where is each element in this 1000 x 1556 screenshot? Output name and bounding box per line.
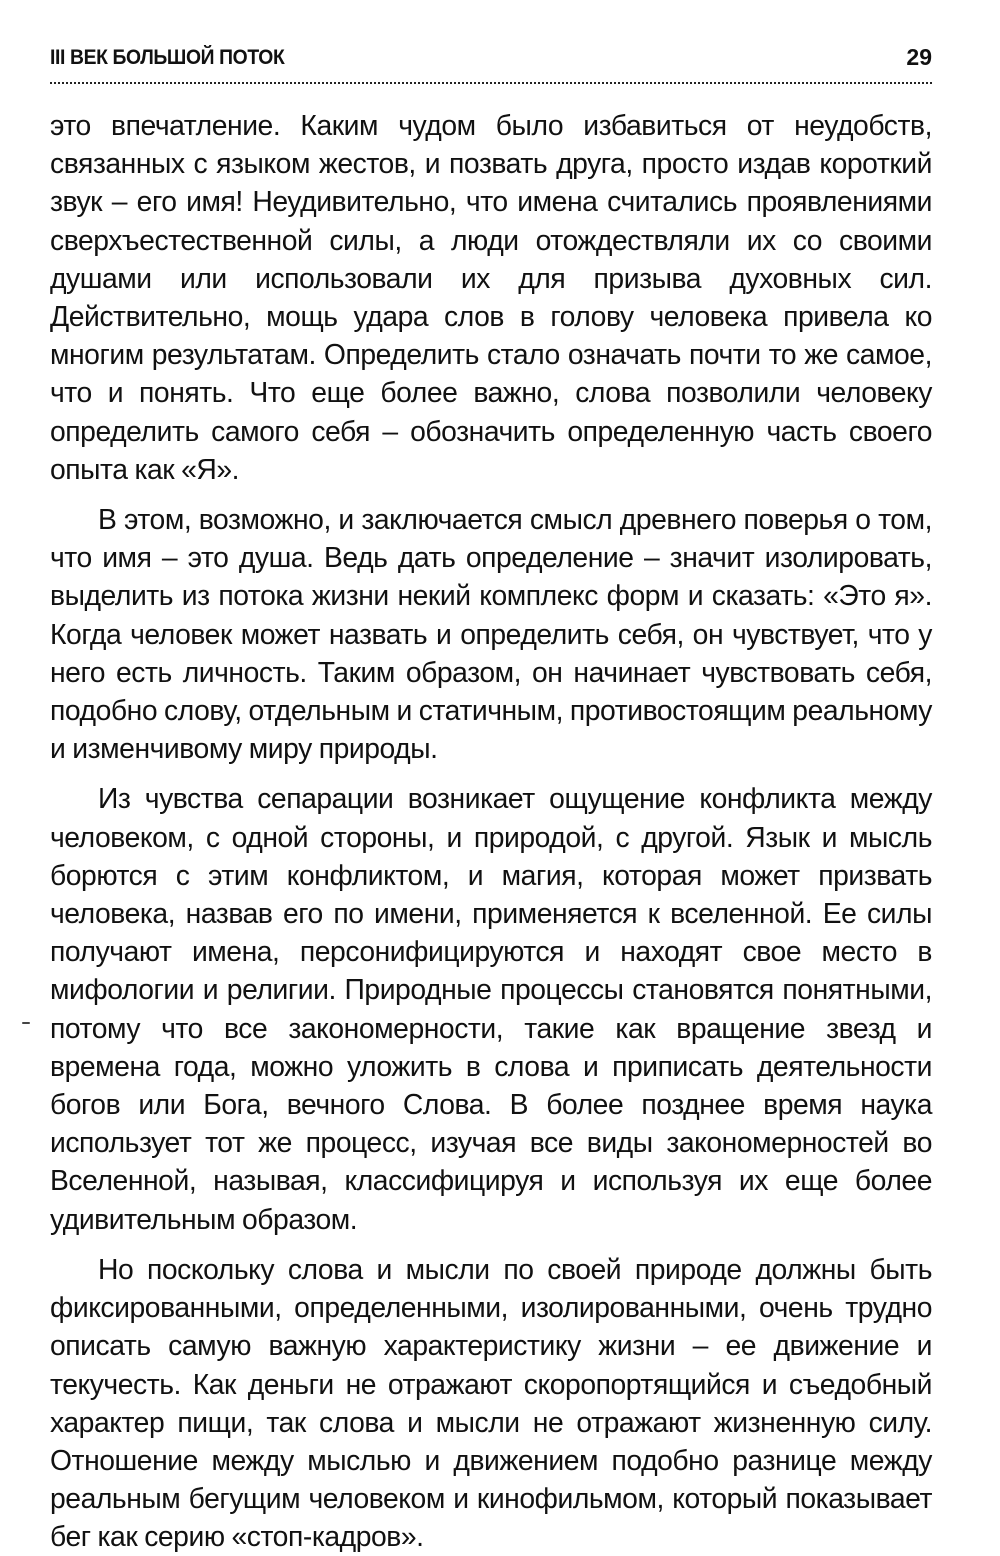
scan-speck — [22, 1022, 30, 1024]
paragraph-3: Из чувства сепарации возникает ощущение конфликта между человеком, с одной стороны, и природой, с другой. Язык и мысль борются с этим конфликтом, и магия, которая может призвать человека, назвав его по имени, применяется к вселенной. Ее силы получают имена, персонифицируются и находят свое место в мифологии и религии. Природные процессы становятся понятными, потому что все закономерности, такие как вращение звезд и времена года, можно уложить в слова и приписать деятельности богов или Бога, вечного Слова. В более позднее время наука использует тот же процесс, изучая все виды закономерностей во Вселенной, называя, классифицируя и используя их еще более удивительным образом. — [50, 782, 932, 1235]
paragraph-4: Но поскольку слова и мысли по своей природе должны быть фиксированными, определенными, изолированными, очень трудно описать самую важную характеристику жизни – ее движение и текучесть. Как деньги не отражают скоропортящийся и съедобный характер пищи, так слова и мысли не отражают жизненную силу. Отношение между мыслью и движением подобно разнице между реальным бегущим человеком и кинофильмом, который показывает бег как серию «стоп-кадров». — [50, 1252, 932, 1553]
paragraph-2: В этом, возможно, и заключается смысл древнего поверья о том, что имя – это душа. Ведь дать определение – значит изолировать, выделить из потока жизни некий комплекс форм и сказать: «Это я». Когда человек может назвать и определить себя, он чувствует, что у него есть личность. Таким образом, он начинает чувствовать себя, подобно слову, отдельным и статичным, противостоящим реальному и изменчивому миру природы. — [50, 503, 932, 765]
page-number: 29 — [906, 44, 932, 70]
page-header — [50, 44, 932, 84]
page-body-text — [50, 106, 932, 1556]
running-title: III ВЕК БОЛЬШОЙ ПОТОК — [50, 46, 285, 69]
paragraph-1: это впечатление. Каким чудом было избавиться от неудобств, связанных с языком жестов, и позвать друга, просто издав короткий звук – его имя! Неудивительно, что имена считались проявлениями сверхъестественной силы, а люди отождествляли их со своими душами или использовали их для призыва духовных сил. Действительно, мощь удара слов в голову человека привела ко многим результатам. Определить стало означать почти то же самое, что и понять. Что еще более важно, слова позволили человеку определить самого себя – обозначить определенную часть своего опыта как «Я». — [50, 109, 932, 485]
